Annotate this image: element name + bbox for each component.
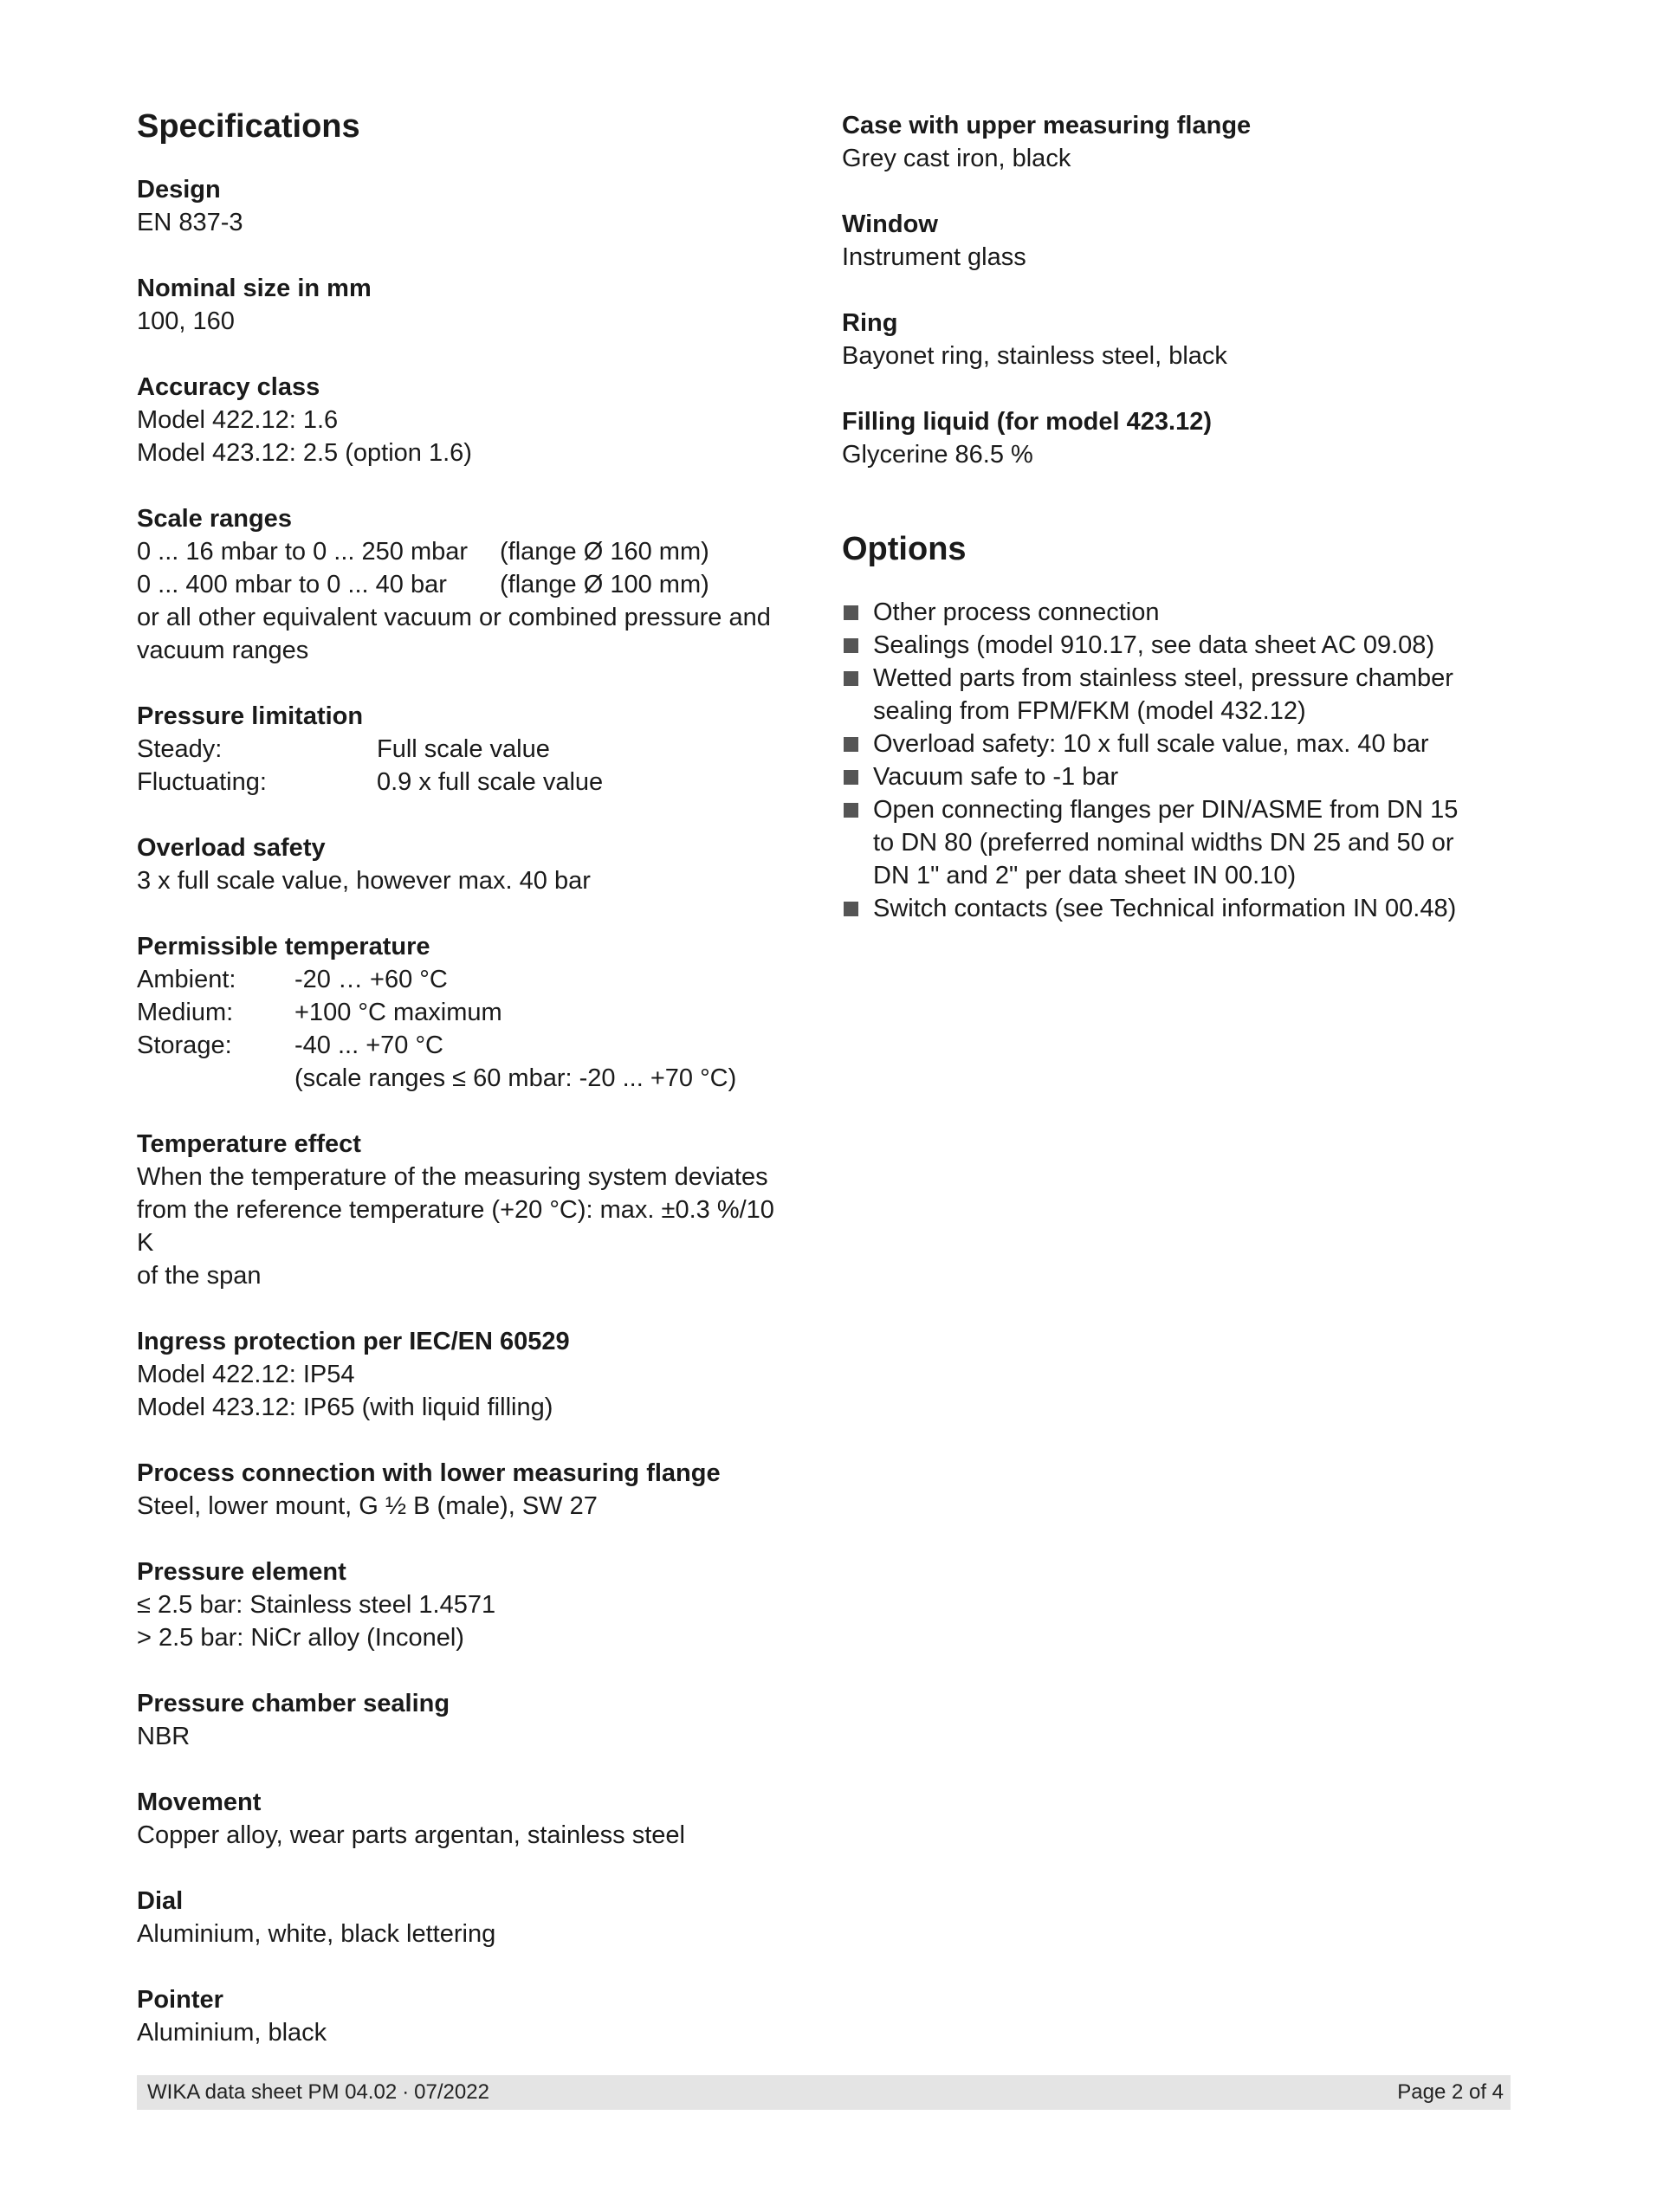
option-line: Vacuum safe to -1 bar bbox=[873, 763, 1119, 791]
ingress-protection-line: Model 422.12: IP54 bbox=[137, 1361, 355, 1388]
left-column bbox=[137, 106, 795, 2082]
pressure-limitation-title: Pressure limitation bbox=[137, 702, 364, 730]
permissible-temperature-section bbox=[137, 930, 795, 1095]
ring-section bbox=[842, 307, 1500, 372]
right-column bbox=[842, 109, 1500, 925]
temperature-effect-section bbox=[137, 1128, 795, 1292]
temperature-value: -20 … +60 °C bbox=[294, 966, 448, 993]
square-bullet-icon bbox=[844, 638, 858, 653]
window-section bbox=[842, 208, 1500, 274]
window-title: Window bbox=[842, 210, 938, 238]
scale-ranges-section bbox=[137, 502, 795, 667]
scale-ranges-extra-line: vacuum ranges bbox=[137, 637, 309, 664]
square-bullet-icon bbox=[844, 605, 858, 620]
overload-safety-title: Overload safety bbox=[137, 834, 326, 862]
option-item bbox=[842, 728, 1500, 760]
scale-ranges-title: Scale ranges bbox=[137, 505, 292, 533]
pressure-limitation-value: Full scale value bbox=[377, 735, 550, 763]
option-item bbox=[842, 596, 1500, 629]
pressure-element-title: Pressure element bbox=[137, 1558, 346, 1586]
temperature-label: Medium: bbox=[137, 999, 234, 1026]
window-value: Instrument glass bbox=[842, 243, 1026, 271]
process-connection-title: Process connection with lower measuring flange bbox=[137, 1459, 721, 1487]
pressure-limitation-row bbox=[137, 766, 795, 799]
option-item bbox=[842, 892, 1500, 925]
accuracy-class-line: Model 423.12: 2.5 (option 1.6) bbox=[137, 439, 472, 467]
square-bullet-icon bbox=[844, 671, 858, 686]
temperature-value: -40 ... +70 °C bbox=[294, 1032, 443, 1059]
temperature-effect-title: Temperature effect bbox=[137, 1130, 361, 1158]
process-connection-value: Steel, lower mount, G ½ B (male), SW 27 bbox=[137, 1492, 598, 1520]
page-footer bbox=[137, 2075, 1511, 2110]
pressure-limitation-value: 0.9 x full scale value bbox=[377, 768, 604, 796]
option-line: Other process connection bbox=[873, 598, 1160, 626]
scale-range-flange: (flange Ø 100 mm) bbox=[500, 571, 709, 598]
nominal-size-title: Nominal size in mm bbox=[137, 275, 372, 302]
temperature-value: +100 °C maximum bbox=[294, 999, 502, 1026]
pressure-chamber-sealing-section bbox=[137, 1687, 795, 1753]
temperature-row bbox=[137, 1029, 795, 1062]
pressure-chamber-sealing-value: NBR bbox=[137, 1723, 191, 1750]
square-bullet-icon bbox=[844, 737, 858, 752]
dial-value: Aluminium, white, black lettering bbox=[137, 1920, 496, 1948]
specifications-heading: Specifications bbox=[137, 108, 360, 145]
case-section bbox=[842, 109, 1500, 175]
option-line: Sealings (model 910.17, see data sheet AC 09.08) bbox=[873, 631, 1435, 659]
footer-page-number: Page 2 of 4 bbox=[1397, 2080, 1504, 2104]
temperature-note: (scale ranges ≤ 60 mbar: -20 ... +70 °C) bbox=[294, 1064, 737, 1092]
design-section bbox=[137, 173, 795, 239]
case-title: Case with upper measuring flange bbox=[842, 112, 1252, 139]
accuracy-class-section bbox=[137, 371, 795, 469]
ring-value: Bayonet ring, stainless steel, black bbox=[842, 342, 1227, 370]
pressure-limitation-row bbox=[137, 733, 795, 766]
option-line: Wetted parts from stainless steel, pressure chamber bbox=[873, 664, 1453, 692]
permissible-temperature-title: Permissible temperature bbox=[137, 933, 430, 960]
temperature-effect-line: When the temperature of the measuring system deviates bbox=[137, 1163, 768, 1191]
pressure-element-line: ≤ 2.5 bar: Stainless steel 1.4571 bbox=[137, 1591, 496, 1619]
option-line: Switch contacts (see Technical information IN 00.48) bbox=[873, 895, 1457, 922]
filling-liquid-section bbox=[842, 405, 1500, 471]
option-line: Overload safety: 10 x full scale value, max. 40 bar bbox=[873, 730, 1429, 758]
square-bullet-icon bbox=[844, 803, 858, 818]
filling-liquid-title: Filling liquid (for model 423.12) bbox=[842, 408, 1212, 436]
square-bullet-icon bbox=[844, 902, 858, 916]
options-heading: Options bbox=[842, 531, 967, 567]
temperature-effect-line: from the reference temperature (+20 °C): max. ±0.3 %/10 K bbox=[137, 1196, 774, 1257]
overload-safety-section bbox=[137, 831, 795, 897]
dial-section bbox=[137, 1885, 795, 1950]
scale-range-row bbox=[137, 568, 795, 601]
accuracy-class-title: Accuracy class bbox=[137, 373, 320, 401]
nominal-size-value: 100, 160 bbox=[137, 307, 235, 335]
options-list bbox=[842, 596, 1500, 925]
pressure-element-line: > 2.5 bar: NiCr alloy (Inconel) bbox=[137, 1624, 464, 1652]
ring-title: Ring bbox=[842, 309, 898, 337]
option-item bbox=[842, 662, 1500, 728]
option-line: DN 1" and 2" per data sheet IN 00.10) bbox=[873, 862, 1297, 889]
nominal-size-section bbox=[137, 272, 795, 338]
footer-datasheet-ref: WIKA data sheet PM 04.02 ∙ 07/2022 bbox=[147, 2080, 489, 2104]
temperature-label: Storage: bbox=[137, 1032, 232, 1059]
option-line: Open connecting flanges per DIN/ASME from DN 15 bbox=[873, 796, 1459, 824]
dial-title: Dial bbox=[137, 1887, 184, 1915]
pointer-title: Pointer bbox=[137, 1986, 223, 2014]
scale-range-value: 0 ... 400 mbar to 0 ... 40 bar bbox=[137, 571, 447, 598]
ingress-protection-line: Model 423.12: IP65 (with liquid filling) bbox=[137, 1394, 553, 1421]
scale-range-value: 0 ... 16 mbar to 0 ... 250 mbar bbox=[137, 538, 469, 566]
temperature-effect-line: of the span bbox=[137, 1262, 262, 1290]
overload-safety-value: 3 x full scale value, however max. 40 bar bbox=[137, 867, 591, 895]
pressure-limitation-label: Steady: bbox=[137, 735, 223, 763]
option-line: sealing from FPM/FKM (model 432.12) bbox=[873, 697, 1306, 725]
temperature-row bbox=[137, 996, 795, 1029]
scale-range-row bbox=[137, 535, 795, 568]
square-bullet-icon bbox=[844, 770, 858, 785]
movement-section bbox=[137, 1786, 795, 1852]
accuracy-class-line: Model 422.12: 1.6 bbox=[137, 406, 339, 434]
pressure-limitation-label: Fluctuating: bbox=[137, 768, 267, 796]
temperature-row bbox=[137, 963, 795, 996]
filling-liquid-value: Glycerine 86.5 % bbox=[842, 441, 1033, 469]
ingress-protection-section bbox=[137, 1325, 795, 1424]
design-value: EN 837-3 bbox=[137, 209, 243, 236]
temperature-label: Ambient: bbox=[137, 966, 236, 993]
case-value: Grey cast iron, black bbox=[842, 145, 1071, 172]
pressure-chamber-sealing-title: Pressure chamber sealing bbox=[137, 1690, 450, 1717]
movement-value: Copper alloy, wear parts argentan, stainless steel bbox=[137, 1821, 685, 1849]
scale-range-flange: (flange Ø 160 mm) bbox=[500, 538, 709, 566]
pointer-section bbox=[137, 1983, 795, 2049]
options-block bbox=[842, 528, 1500, 925]
scale-ranges-extra-line: or all other equivalent vacuum or combined pressure and bbox=[137, 604, 771, 631]
ingress-protection-title: Ingress protection per IEC/EN 60529 bbox=[137, 1328, 570, 1355]
design-title: Design bbox=[137, 176, 221, 204]
option-item bbox=[842, 629, 1500, 662]
option-line: to DN 80 (preferred nominal widths DN 25 and 50 or bbox=[873, 829, 1454, 857]
process-connection-section bbox=[137, 1457, 795, 1523]
pointer-value: Aluminium, black bbox=[137, 2019, 327, 2047]
pressure-limitation-section bbox=[137, 700, 795, 799]
option-item bbox=[842, 760, 1500, 793]
option-item bbox=[842, 793, 1500, 892]
movement-title: Movement bbox=[137, 1788, 262, 1816]
pressure-element-section bbox=[137, 1556, 795, 1654]
